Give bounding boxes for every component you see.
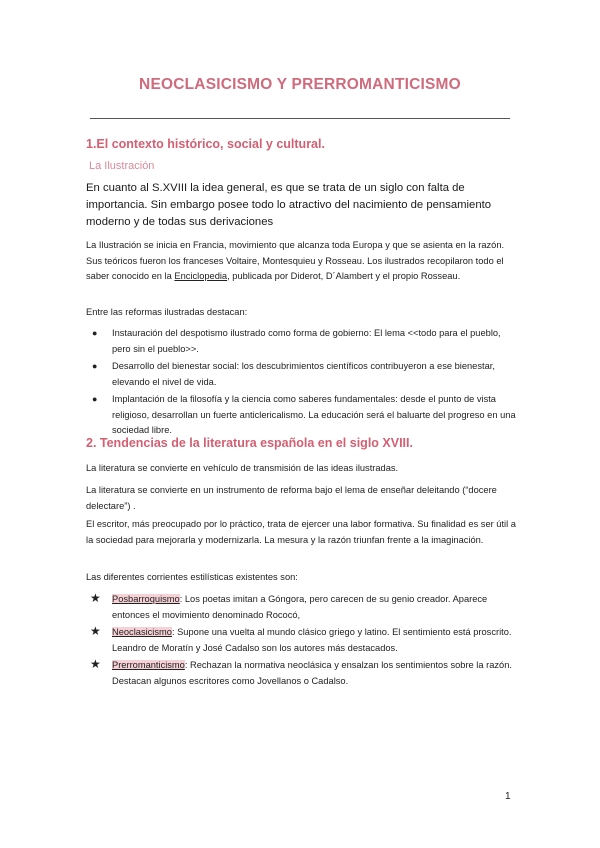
section1-heading: 1.El contexto histórico, social y cultural. xyxy=(86,137,325,151)
current-term: Posbarroquismo xyxy=(112,594,180,604)
page-number: 1 xyxy=(505,791,511,802)
document-title: NEOCLASICISMO Y PRERROMANTICISMO xyxy=(139,76,461,93)
section1-subheading: La Ilustración xyxy=(89,160,155,172)
current-text: : Supone una vuelta al mundo clásico griego y latino. El sentimiento está proscrito. Leandro de Moratín y José Cadalso son los autores más destacados. xyxy=(112,627,512,653)
section2-paragraph-3: El escritor, más preocupado por lo práctico, trata de ejercer una labor formativa. Su finalidad es ser útil a la sociedad para mejorarla y modernizarla. La mesura y la razón triunfan frente a la imaginación. xyxy=(86,519,516,545)
list-item xyxy=(86,326,518,357)
currents-list xyxy=(86,592,518,691)
reforms-intro: Entre las reformas ilustradas destacan: xyxy=(86,307,248,317)
current-term: Neoclasicismo xyxy=(112,627,172,637)
enciclopedia-link: Enciclopedia xyxy=(174,271,228,281)
list-item xyxy=(86,658,518,689)
reform-text: Desarrollo del bienestar social: los descubrimientos científicos contribuyeron a ese bienestar, elevando el nivel de vida. xyxy=(112,361,495,387)
current-term: Prerromanticismo xyxy=(112,660,185,670)
section2-heading: 2. Tendencias de la literatura española en el siglo XVIII. xyxy=(86,436,413,450)
section2-paragraph-4: Las diferentes corrientes estilísticas existentes son: xyxy=(86,572,298,582)
current-text: : Los poetas imitan a Góngora, pero carecen de su genio creador. Aparece entonces el movimiento denominado Rococó, xyxy=(112,594,488,620)
bullet-icon: ● xyxy=(92,328,98,338)
section1-paragraph xyxy=(86,238,518,285)
paragraph-text-start: La Ilustración se inicia en Francia, movimiento que alcanza toda Europa y que se asienta en la razón. Sus teóricos fueron los franceses Voltaire, Montesquieu y Rosseau. Los ilustrados recopilaron todo el saber conocido en la xyxy=(86,240,505,281)
star-icon: ★ xyxy=(90,591,101,605)
star-icon: ★ xyxy=(90,624,101,638)
list-item xyxy=(86,359,518,390)
section1-intro: En cuanto al S.XVIII la idea general, es que se trata de un siglo con falta de importancia. Sin embargo posee todo lo atractivo del nacimiento de pensamiento moderno y de todas sus derivaciones xyxy=(86,182,492,228)
list-item xyxy=(86,592,518,623)
bullet-icon: ● xyxy=(92,361,98,371)
section2-paragraph-1: La literatura se convierte en vehículo de transmisión de las ideas ilustradas. xyxy=(86,463,399,473)
list-item xyxy=(86,392,518,439)
reform-text: Implantación de la filosofía y la ciencia como saberes fundamentales: desde el punto de vista religioso, desarrollan un fuerte anticlericalismo. La educación será el baluarte del progreso en una sociedad libre. xyxy=(112,394,516,435)
section2-paragraph-2: La literatura se convierte en un instrumento de reforma bajo el lema de enseñar deleitando (“docere delectare”) . xyxy=(86,485,497,511)
list-item xyxy=(86,625,518,656)
paragraph-text-end: , publicada por Diderot, D´Alambert y el propio Rosseau. xyxy=(227,271,461,281)
title-divider xyxy=(90,118,510,119)
current-text: : Rechazan la normativa neoclásica y ensalzan los sentimientos sobre la razón. Destacan algunos escritores como Jovellanos o Cadalso. xyxy=(112,660,512,686)
reforms-list xyxy=(86,326,518,441)
bullet-icon: ● xyxy=(92,394,98,404)
reform-text: Instauración del despotismo ilustrado como forma de gobierno: El lema <<todo para el pueblo, pero sin el pueblo>>. xyxy=(112,328,501,354)
star-icon: ★ xyxy=(90,657,101,671)
